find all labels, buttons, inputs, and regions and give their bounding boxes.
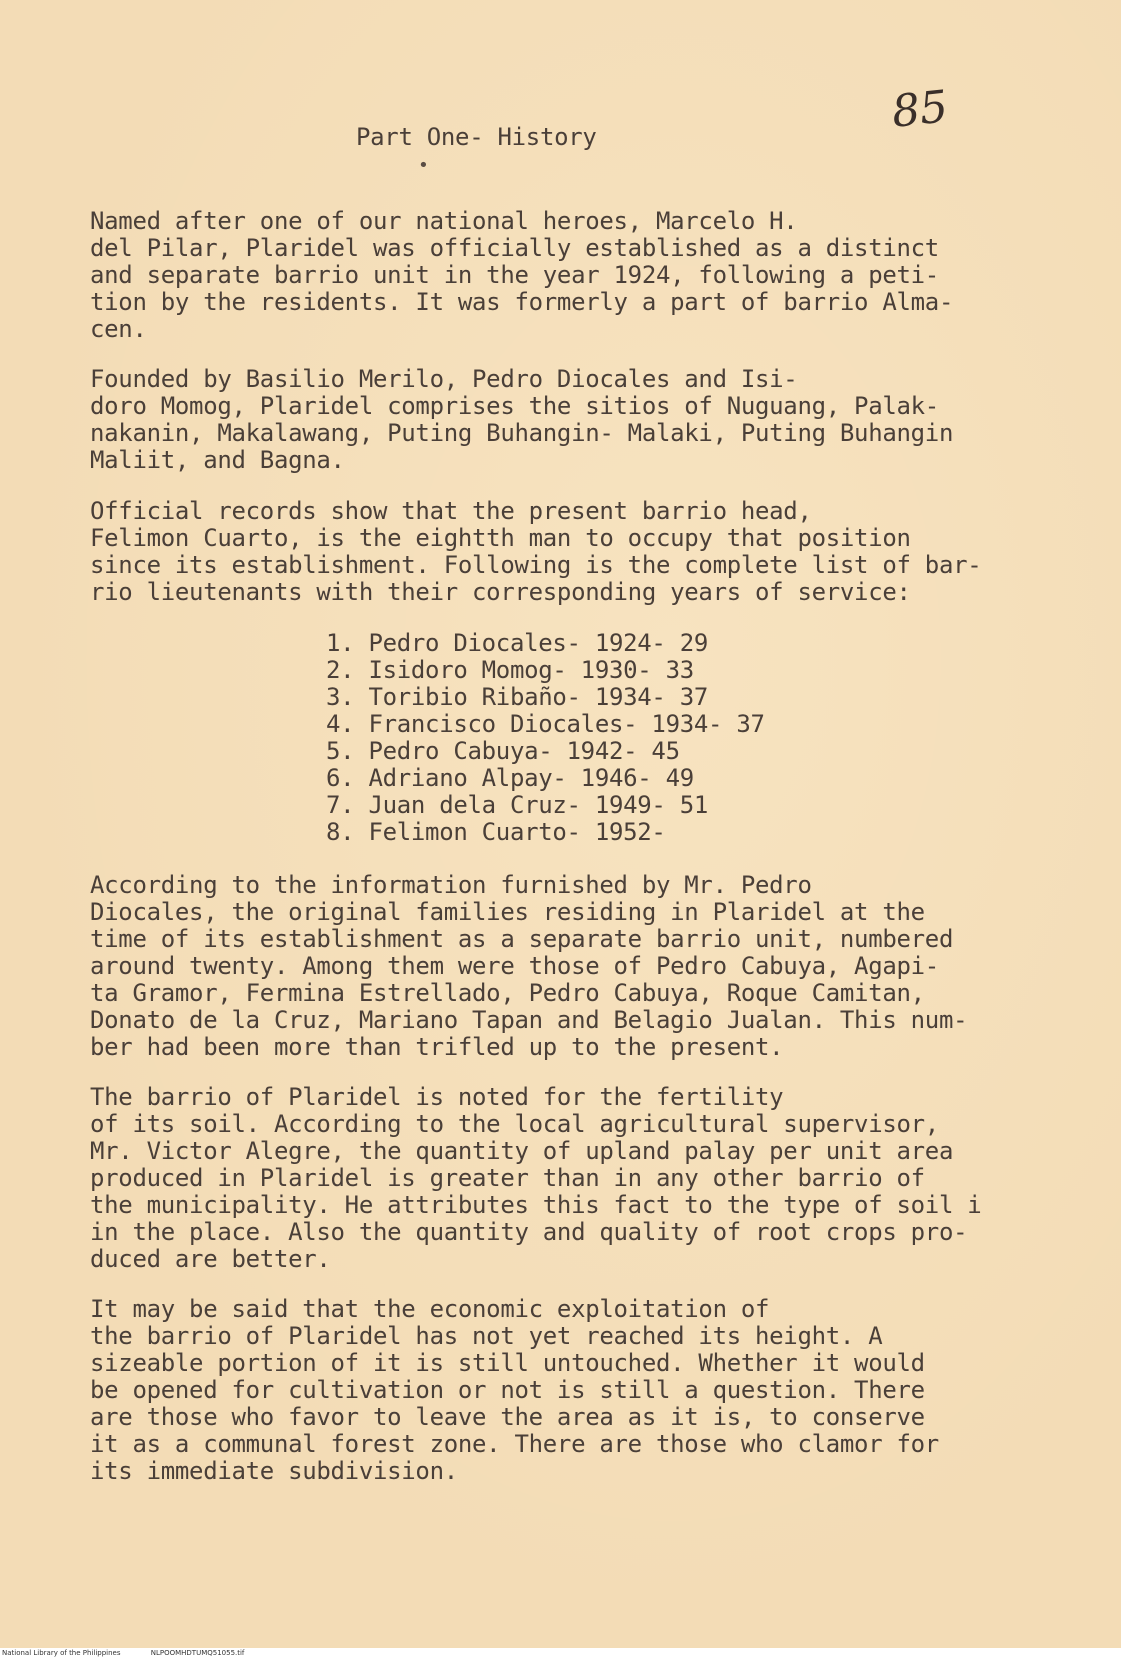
footer-file-code: NLPOOMHDTUMQ51055.tif (150, 1649, 245, 1657)
lieutenants-list (326, 630, 765, 846)
footer-library: National Library of the Philippines (2, 1649, 121, 1657)
paragraph-official-records: Official records show that the present barrio head, Felimon Cuarto, is the eightth man to occupy that position since its establishment. Following is the complete list of bar- rio lieutenants with their corresponding years of service: (90, 497, 982, 606)
document-title: Part One- History (356, 123, 597, 151)
paragraph-original-families: According to the information furnished by Mr. Pedro Diocales, the original families residing in Plaridel at the time of its establishment as a separate barrio unit, numbered around twenty. Among them were those of Pedro Cabuya, Agapi- ta Gramor, Fermina Estrellado, Pedro Cabuya, Roque Camitan, Donato de la Cruz, Mariano Tapan and Belagio Jualan. This num- ber had been more than trifled up to the present. (90, 871, 968, 1061)
scan-footer (0, 1648, 1121, 1658)
list-item: 7. Juan dela Cruz- 1949- 51 (326, 791, 709, 819)
paragraph-history-intro: Named after one of our national heroes, Marcelo H. del Pilar, Plaridel was officially established as a distinct and separate barrio unit in the year 1924, following a peti- tion by the residents. It was formerly a part of barrio Alma- cen. (90, 207, 954, 343)
paragraph-founders: Founded by Basilio Merilo, Pedro Diocales and Isi- doro Momog, Plaridel comprises the sitios of Nuguang, Palak- nakanin, Makalawang, Puting Buhangin- Malaki, Puting Buhangin Maliit, and Bagna. (90, 365, 954, 474)
list-item: 6. Adriano Alpay- 1946- 49 (326, 764, 694, 792)
list-item: 8. Felimon Cuarto- 1952- (326, 818, 666, 846)
stray-mark: • (418, 155, 429, 176)
list-item: 2. Isidoro Momog- 1930- 33 (326, 656, 694, 684)
list-item: 4. Francisco Diocales- 1934- 37 (326, 710, 765, 738)
list-item: 1. Pedro Diocales- 1924- 29 (326, 629, 709, 657)
paragraph-economic-exploitation: It may be said that the economic exploitation of the barrio of Plaridel has not yet reached its height. A sizeable portion of it is still untouched. Whether it would be opened for cultivation or not is still a question. There are those who favor to leave the area as it is, to conserve it as a communal forest zone. There are those who clamor for its immediate subdivision. (90, 1295, 939, 1485)
paragraph-soil-fertility: The barrio of Plaridel is noted for the fertility of its soil. According to the local agricultural supervisor, Mr. Victor Alegre, the quantity of upland palay per unit area produced in Plaridel is greater than in any other barrio of the municipality. He attributes this fact to the type of soil i in the place. Also the quantity and quality of root crops pro- duced are better. (90, 1083, 982, 1273)
list-item: 3. Toribio Ribaño- 1934- 37 (326, 683, 709, 711)
handwritten-page-number: 85 (889, 81, 950, 138)
list-item: 5. Pedro Cabuya- 1942- 45 (326, 737, 680, 765)
